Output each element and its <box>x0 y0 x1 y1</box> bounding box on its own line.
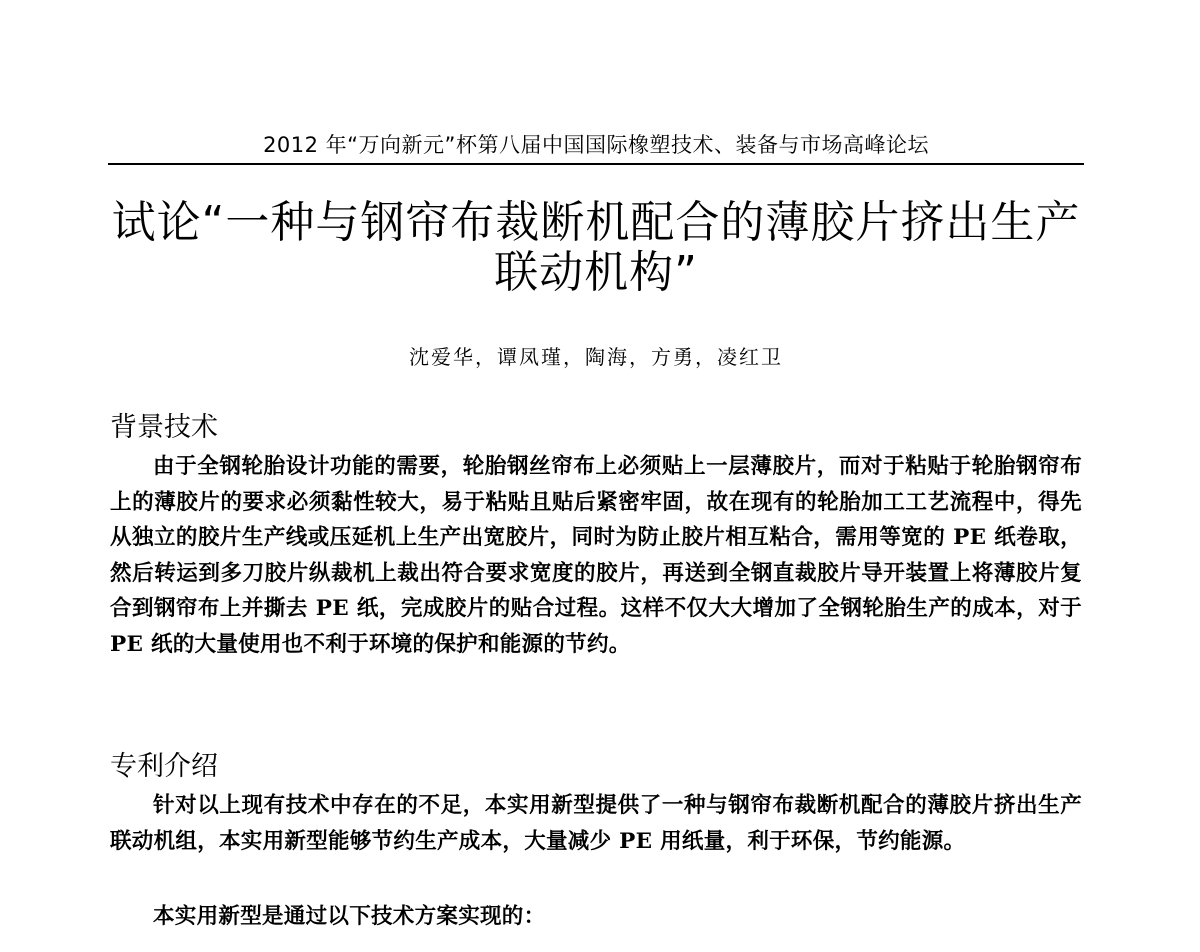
section-heading-patent: 专利介绍 <box>110 751 218 782</box>
paper-title <box>100 198 1092 298</box>
conference-header: 2012 年“万向新元”杯第八届中国国际橡塑技术、装备与市场高峰论坛 <box>263 133 929 157</box>
header-rule <box>108 163 1084 165</box>
technical-scheme-intro: 本实用新型是通过以下技术方案实现的： <box>153 904 546 929</box>
author-list: 沈爱华，谭凤瑾，陶海，方勇，凌红卫 <box>409 345 783 369</box>
background-paragraph: 由于全钢轮胎设计功能的需要，轮胎钢丝帘布上必须贴上一层薄胶片，而对于粘贴于轮胎钢帘布上的薄胶片的要求必须黏性较大，易于粘贴且贴后紧密牢固，故在现有的轮胎加工工艺流程中，得先从独立的胶片生产线或压延机上生产出宽胶片，同时为防止胶片相互粘合，需用等宽的 PE 纸卷取，然后转运到多刀胶片纵裁机上裁出符合要求宽度的胶片，再送到全钢直裁胶片导开装置上将薄胶片复合到钢帘布上并撕去 PE 纸，完成胶片的贴合过程。这样不仅大大增加了全钢轮胎生产的成本，对于 PE 纸的大量使用也不利于环境的保护和能源的节约。 <box>110 454 1082 657</box>
paper-title-line-2: 联动机构” <box>494 247 698 298</box>
section-heading-background: 背景技术 <box>110 412 218 443</box>
paper-title-line-1: 试论“一种与钢帘布裁断机配合的薄胶片挤出生产 <box>111 197 1081 248</box>
patent-paragraph: 针对以上现有技术中存在的不足，本实用新型提供了一种与钢帘布裁断机配合的薄胶片挤出生产联动机组，本实用新型能够节约生产成本，大量减少 PE 用纸量，利于环保，节约能源。 <box>110 793 1082 854</box>
